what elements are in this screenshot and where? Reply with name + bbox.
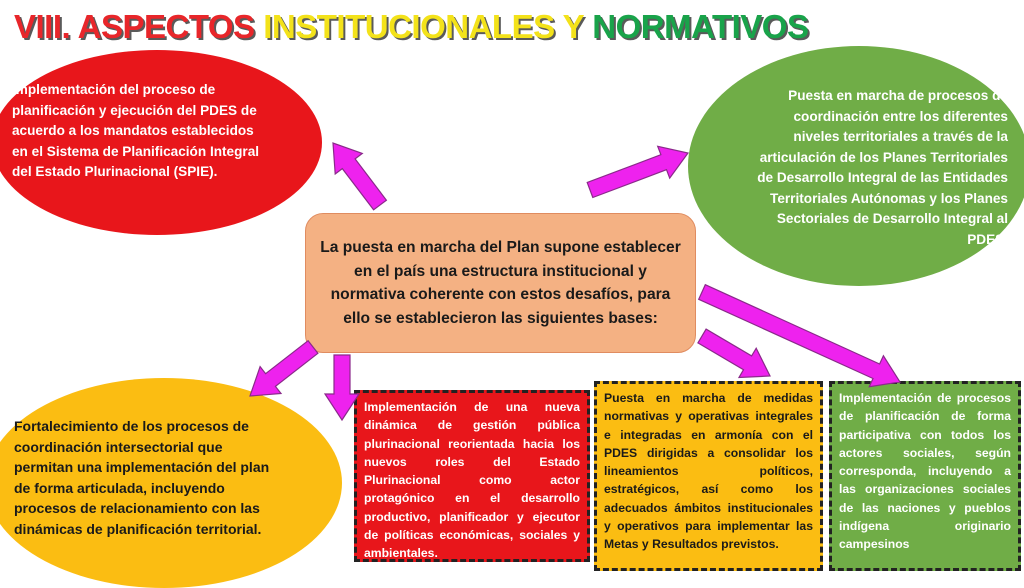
green-ellipse-text: Puesta en marcha de procesos de coordinación entre los diferentes niveles territoriales a través de la articulación de los Planes Territoriales de Desarrollo Integral de las Entidades Territoriales Autónomas y los Planes Sectoriales de Desarrollo Integral al PDES. [757, 88, 1008, 247]
center-node [305, 213, 696, 353]
green-box-text: Implementación de procesos de planificación de forma participativa con todos los actores sociales, según corresponda, incluyendo a las organizaciones sociales de las naciones y pueblos indígena originario campesinos [839, 391, 1011, 552]
title-part-2: INSTITUCIONALES Y [263, 8, 584, 45]
red-box-node [354, 390, 590, 562]
red-box-text: Implementación de una nueva dinámica de gestión pública plurinacional reorientada hacia los nuevos roles del Estado Plurinacional como actor protagónico en el desarrollo productivo, planificador y ejecutor de políticas económicas, sociales y ambientales. [364, 400, 580, 561]
arrow-to-green-box [699, 285, 900, 387]
title-part-3: NORMATIVOS [592, 8, 809, 45]
red-ellipse-text: Implementación del proceso de planificación y ejecución del PDES de acuerdo a los mandatos establecidos en el Sistema de Planificación Integral del Estado Plurinacional (SPIE). [12, 82, 260, 179]
center-node-text: La puesta en marcha del Plan supone establecer en el país una estructura institucional y normativa coherente con estos desafíos, para ello se establecieron las siguientes bases: [320, 239, 681, 327]
arrow-to-green-ellipse [587, 146, 688, 197]
arrow-to-yellow-box [698, 329, 770, 377]
yellow-box-node [594, 381, 823, 571]
yellow-ellipse-text: Fortalecimiento de los procesos de coordinación intersectorial que permitan una implementación del plan de forma articulada, incluyendo procesos de relacionamiento con las dinámicas de planificación territorial. [14, 418, 270, 537]
green-box-node [829, 381, 1021, 571]
yellow-box-text: Puesta en marcha de medidas normativas y operativas integrales e integradas en armonía con el PDES dirigidas a consolidar los lineamientos políticos, estratégicos, así como los adecuados ámbitos institucionales y operativos para implementar las Metas y Resultados previstos. [604, 391, 813, 552]
page-title [14, 8, 808, 46]
arrow-to-red-ellipse [333, 143, 386, 210]
arrow-to-yellow-ellipse [250, 341, 318, 396]
title-part-1: VIII. ASPECTOS [14, 8, 255, 45]
